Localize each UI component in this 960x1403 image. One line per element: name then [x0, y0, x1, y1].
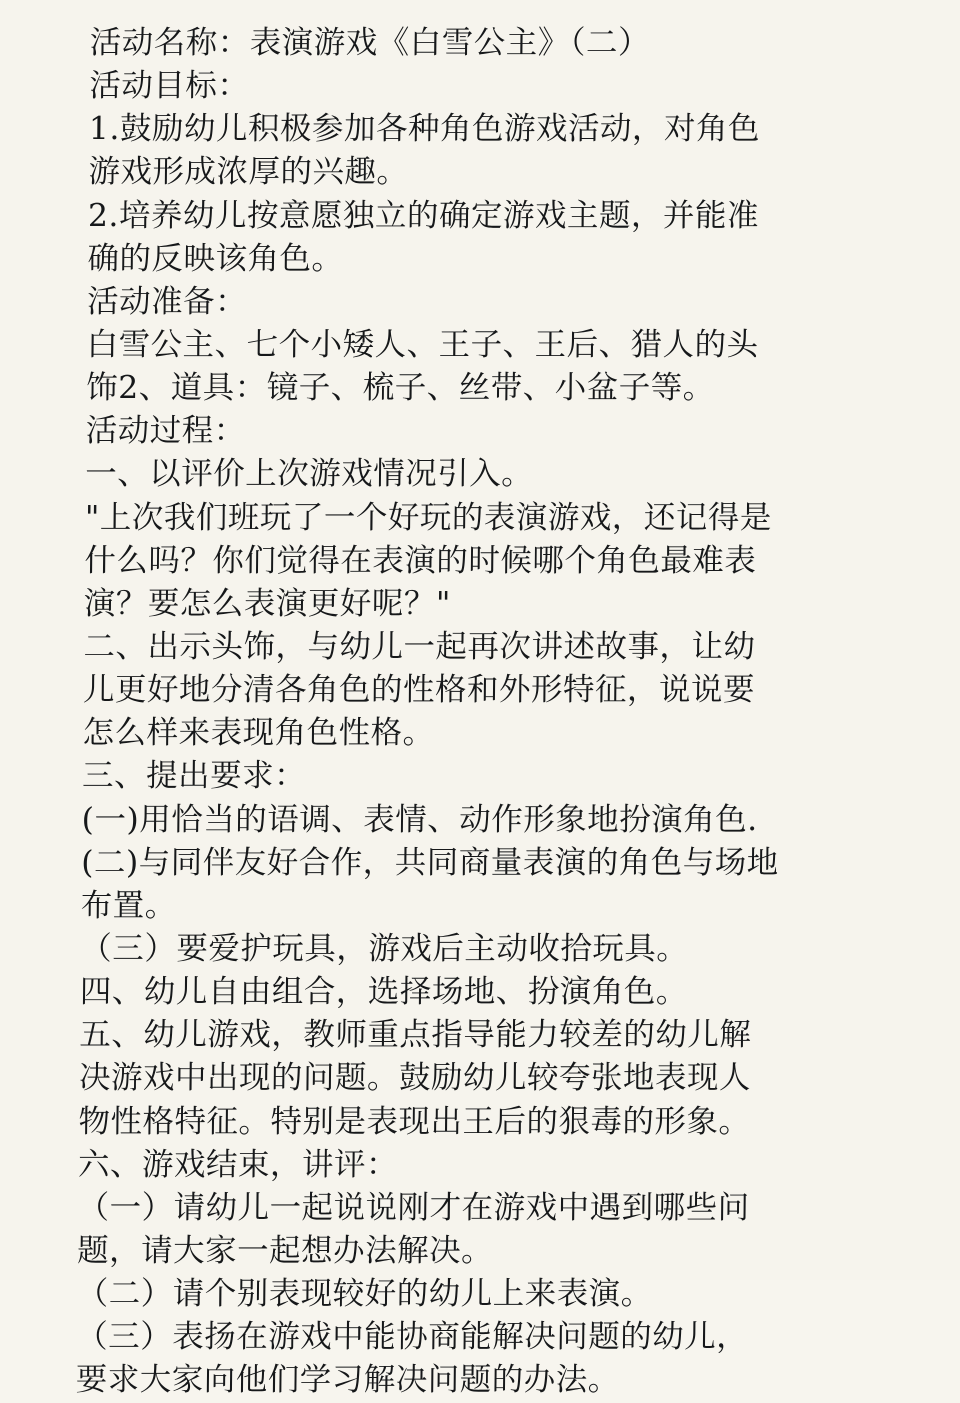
document-line: 什么吗？你们觉得在表演的时候哪个角色最难表	[84, 542, 757, 579]
document-line: 活动过程：	[85, 413, 246, 450]
document-line: 怎么样来表现角色性格。	[82, 715, 435, 752]
document-line: （三）要爱护玩具，游戏后主动收拾玩具。	[80, 930, 689, 967]
document-line: "上次我们班玩了一个好玩的表演游戏，还记得是	[84, 499, 772, 536]
document-line: 饰2、道具：镜子、梳子、丝带、小盆子等。	[85, 370, 715, 407]
document-line: （一）请幼儿一起说说刚才在游戏中遇到哪些问	[77, 1189, 750, 1226]
document-line: 决游戏中出现的问题。鼓励幼儿较夸张地表现人	[78, 1060, 752, 1097]
document-line: 活动名称：表演游戏《白雪公主》（二）	[89, 25, 651, 61]
document-line: （三）表扬在游戏中能协商能解决问题的幼儿，	[76, 1319, 749, 1356]
document-line: 活动准备：	[86, 283, 248, 320]
document-line: 布置。	[80, 887, 177, 924]
document-line: 确的反映该角色。	[87, 240, 344, 277]
document-line: 活动目标：	[89, 68, 250, 105]
document-line: 儿更好地分清各角色的性格和外形特征，说说要	[82, 672, 756, 709]
document-line: 物性格特征。特别是表现出王后的狠毒的形象。	[78, 1103, 751, 1140]
document-line: 一、以评价上次游戏情况引入。	[85, 456, 534, 493]
document-line: 游戏形成浓厚的兴趣。	[88, 154, 409, 191]
document-line: 二、出示头饰，与幼儿一起再次讲述故事，让幼	[83, 628, 756, 665]
document-line: 五、幼儿游戏，教师重点指导能力较差的幼儿解	[79, 1017, 752, 1054]
document-line: (二)与同伴友好合作，共同商量表演的角色与场地	[81, 844, 779, 881]
document-line: 四、幼儿自由组合，选择场地、扮演角色。	[79, 974, 689, 1011]
document-line: 白雪公主、七个小矮人、王子、王后、猎人的头	[86, 326, 759, 363]
document-line: （二）请个别表现较好的幼儿上来表演。	[76, 1276, 653, 1313]
document-line: 题，请大家一起想办法解决。	[76, 1232, 494, 1269]
document-line: 1.鼓励幼儿积极参加各种角色游戏活动，对角色	[88, 111, 761, 148]
document-line: (一)用恰当的语调、表情、动作形象地扮演角色.	[81, 801, 758, 838]
document-line: 六、游戏结束，讲评：	[77, 1146, 399, 1183]
document-line: 三、提出要求：	[81, 758, 307, 795]
document-line: 2.培养幼儿按意愿独立的确定游戏主题，并能准	[87, 197, 760, 234]
document-line: 要求大家向他们学习解决问题的办法。	[75, 1362, 620, 1399]
document-line: 演？要怎么表演更好呢？"	[83, 585, 452, 622]
document-body	[76, 22, 908, 1403]
